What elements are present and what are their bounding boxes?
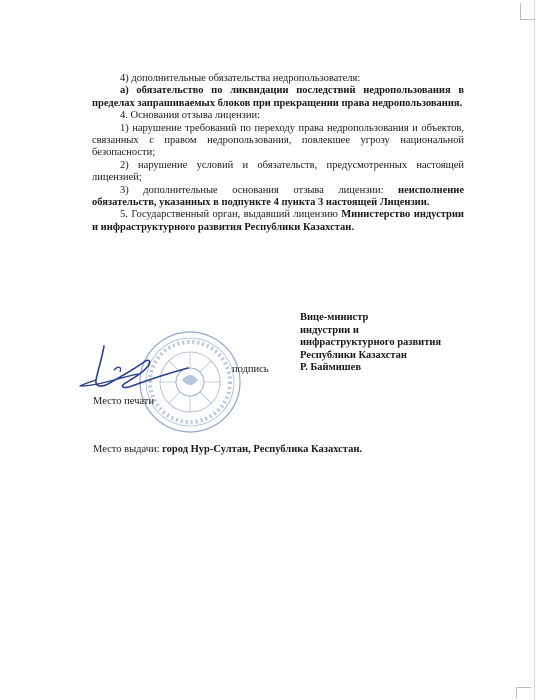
item-3-normal: 3) дополнительные основания отзыва лицензии: xyxy=(120,184,399,196)
item-3-bold: неисполнение обязательств, указанных в подпункте 4 пункта 3 настоящей Лицензии. xyxy=(92,184,464,209)
section-5-bold: Министерство индустрии и инфраструктурного развития Республики Казахстан. xyxy=(92,209,464,233)
section-5 xyxy=(92,209,464,234)
podpis-label: подпись xyxy=(232,364,269,375)
place-of-issue xyxy=(93,444,362,455)
signatory-line-2: индустрии и xyxy=(300,324,359,336)
corner-mark-top xyxy=(520,3,535,20)
seal-place-label: Место печати xyxy=(93,396,155,407)
signatory-title: Вице-министр xyxy=(300,312,369,323)
section-5-normal: 5. Государственный орган, выдавший лицензию xyxy=(120,209,342,221)
signatory-line-3: инфраструктурного развития xyxy=(300,337,442,349)
item-1: 1) нарушение требований по переходу права недропользования и объектов, связанных с правом недропользования, повлекшее угрозу национальной безопасности; xyxy=(92,122,464,159)
signatory-line-4: Республики Казахстан xyxy=(300,349,407,361)
signatory-block xyxy=(300,312,480,375)
item-3 xyxy=(92,185,464,210)
issue-label: Место выдачи: xyxy=(93,444,163,455)
main-text xyxy=(92,73,464,234)
issue-value: город Нур-Султан, Республика Казахстан. xyxy=(162,444,363,455)
page-edge xyxy=(534,0,535,700)
corner-mark-bottom xyxy=(516,687,531,698)
handwritten-signature xyxy=(78,340,198,400)
para-4-dop: 4) дополнительные обязательства недропользователя: xyxy=(120,73,361,84)
section-4-heading: 4. Основания отзыва лицензии: xyxy=(120,110,260,122)
item-2: 2) нарушение условий и обязательств, предусмотренных настоящей лицензией; xyxy=(92,159,464,184)
signatory-name: Р. Баймишев xyxy=(300,362,361,374)
para-a-obligation: а) обязательство по ликвидации последствий недропользования в пределах запрашиваемых блоков при прекращении права недропользования. xyxy=(92,85,464,109)
